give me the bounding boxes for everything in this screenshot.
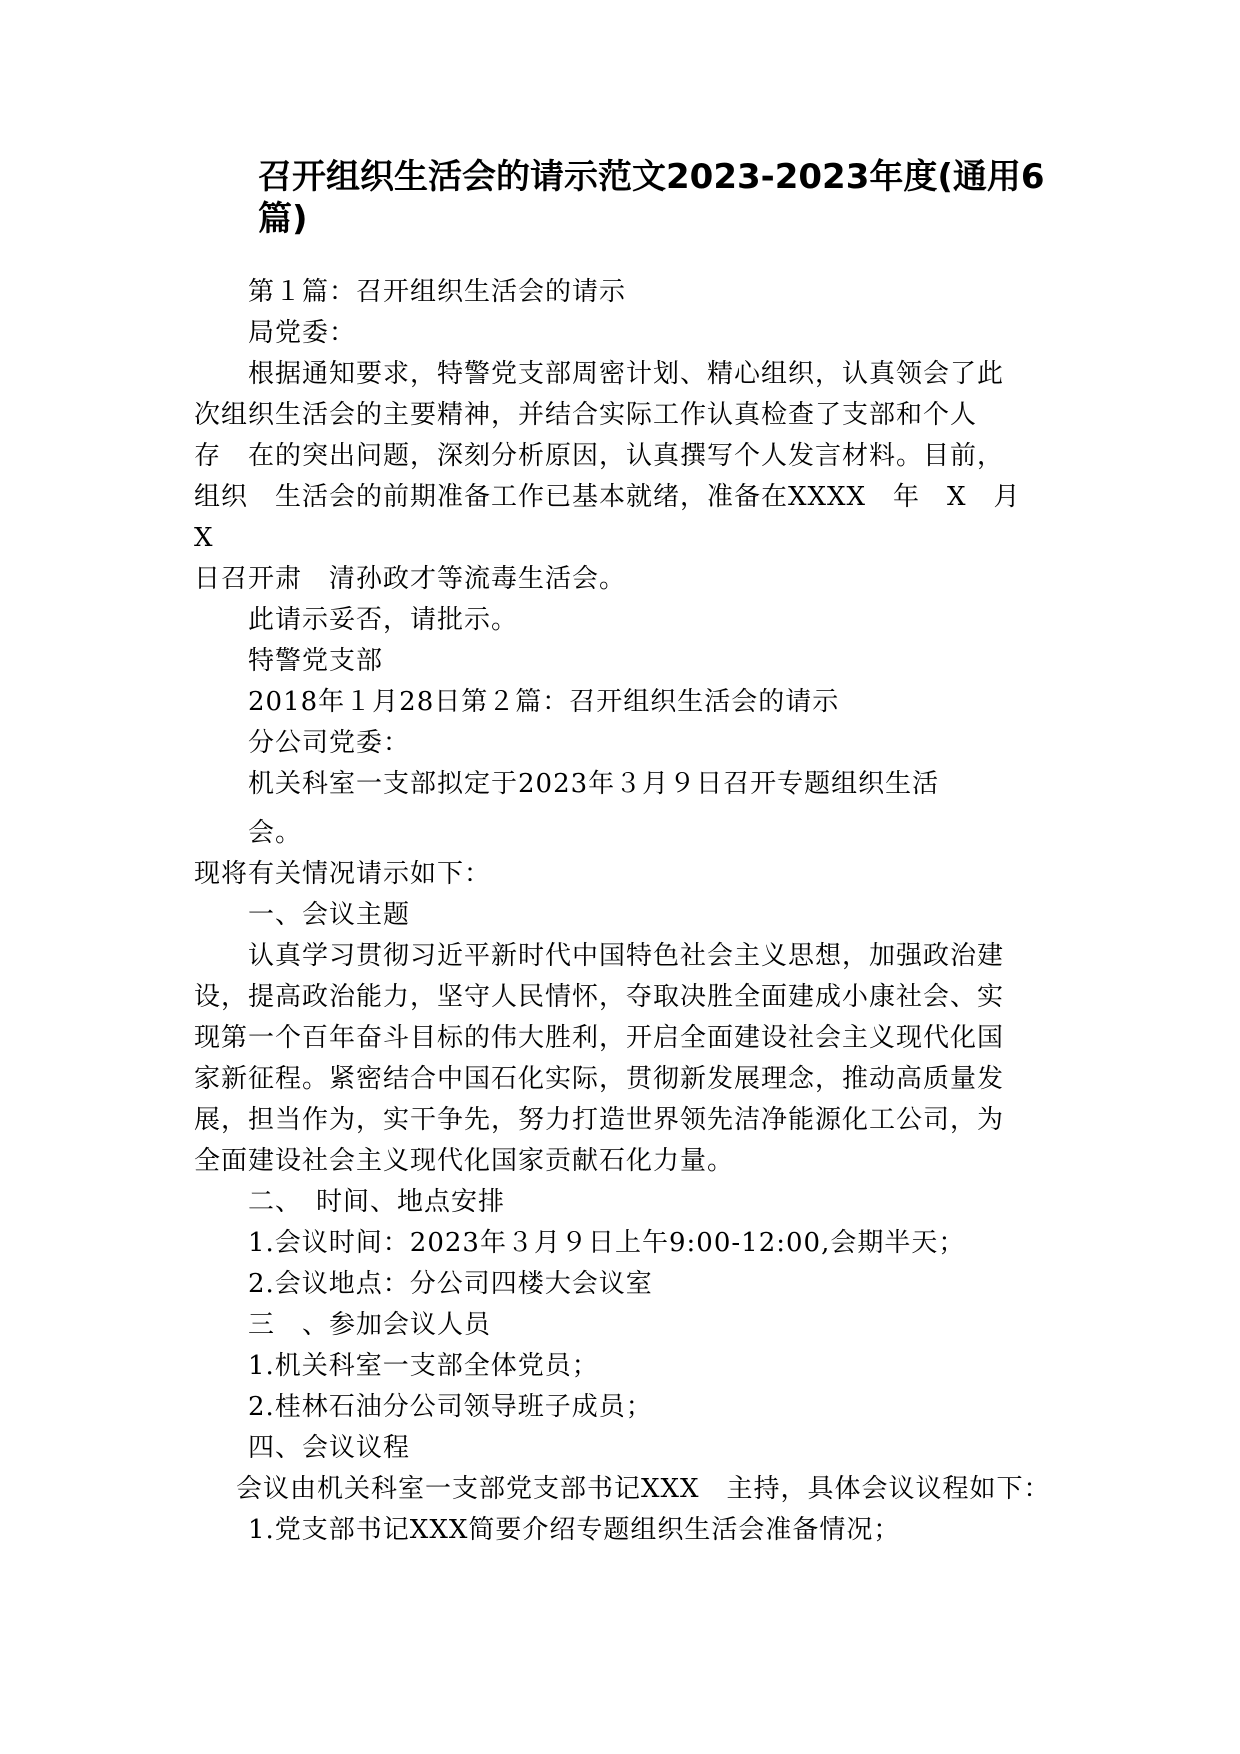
body-line: 展，担当作为，实干争先，努力打造世界领先洁净能源化工公司，为 <box>194 1105 1005 1135</box>
body-line: 日召开肃 清孙政才等流毒生活会。 <box>194 564 627 594</box>
body-line: 设，提高政治能力，坚守人民情怀，夺取决胜全面建成小康社会、实 <box>194 982 1005 1012</box>
body-line: 存 在的突出问题，深刻分析原因，认真撰写个人发言材料。目前， <box>194 441 1005 471</box>
section-heading: 一、会议主题 <box>248 900 411 930</box>
section-heading-1: 第１篇：召开组织生活会的请示 <box>248 277 627 307</box>
list-item: 1.机关科室一支部全体党员； <box>248 1351 599 1381</box>
body-line: 全面建设社会主义现代化国家贡献石化力量。 <box>194 1146 735 1176</box>
body-line: 次组织生活会的主要精神，并结合实际工作认真检查了支部和个人 <box>194 400 978 430</box>
date-heading-line: 2018年１月28日第２篇：召开组织生活会的请示 <box>248 687 840 717</box>
signature-line: 特警党支部 <box>248 646 384 676</box>
document-body <box>194 272 1054 1551</box>
section-heading: 四、会议议程 <box>248 1433 411 1463</box>
title-line-2: 篇) <box>258 199 308 239</box>
body-line: 会议由机关科室一支部党支部书记XXX 主持，具体会议议程如下： <box>236 1474 1051 1504</box>
list-item: 1.党支部书记XXX简要介绍专题组织生活会准备情况； <box>248 1515 901 1545</box>
title-line-1: 召开组织生活会的请示范文2023-2023年度(通用6 <box>258 157 1045 197</box>
list-item: 2.桂林石油分公司领导班子成员； <box>248 1392 653 1422</box>
body-line: 组织 生活会的前期准备工作已基本就绪，准备在XXXX 年 X 月 X <box>194 482 1048 553</box>
body-line: 会。 <box>248 818 303 848</box>
salutation-2: 分公司党委： <box>248 728 411 758</box>
body-line: 根据通知要求，特警党支部周密计划、精心组织，认真领会了此 <box>248 359 1005 389</box>
section-heading: 二、 时间、地点安排 <box>248 1187 506 1217</box>
body-line: 家新征程。紧密结合中国石化实际，贯彻新发展理念，推动高质量发 <box>194 1064 1005 1094</box>
body-line: 认真学习贯彻习近平新时代中国特色社会主义思想，加强政治建 <box>248 941 1005 971</box>
list-item: 1.会议时间：2023年３月９日上午9:00-12:00,会期半天； <box>248 1228 966 1258</box>
body-line: 现将有关情况请示如下： <box>194 859 492 889</box>
salutation-1: 局党委： <box>248 318 357 348</box>
section-heading: 三 、参加会议人员 <box>248 1310 492 1340</box>
document-title <box>258 156 1058 240</box>
body-line: 现第一个百年奋斗目标的伟大胜利，开启全面建设社会主义现代化国 <box>194 1023 1005 1053</box>
request-line: 此请示妥否，请批示。 <box>248 605 519 635</box>
list-item: 2.会议地点：分公司四楼大会议室 <box>248 1269 653 1299</box>
body-line: 机关科室一支部拟定于2023年３月９日召开专题组织生活 <box>248 769 940 799</box>
